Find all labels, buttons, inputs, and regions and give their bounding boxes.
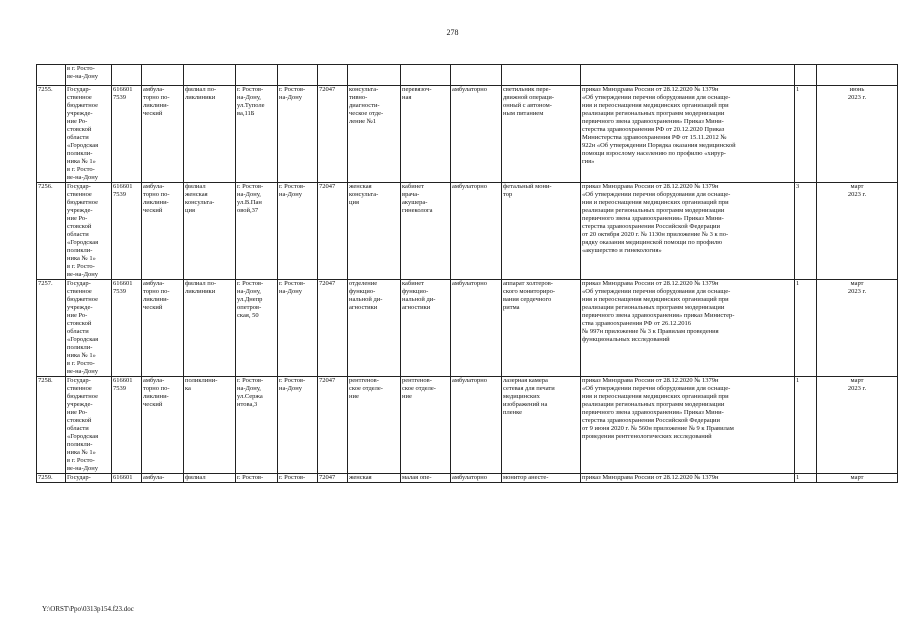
cell-address: г. Ростов- [236, 474, 278, 483]
cell-inn: 616601 7539 [112, 86, 142, 183]
cell-division: филиал по- ликлиники [184, 86, 236, 183]
cell-room: перевязоч- ная [401, 86, 451, 183]
cell-equipment: лазерная камера сетевая для печати медицинских изображений на пленке [502, 377, 581, 474]
cell-department: консульта- тивно- диагности- ческое отде- ление №1 [348, 86, 401, 183]
cell-inn: 616601 7539 [112, 183, 142, 280]
cell-address: г. Ростов- на-Дону, ул.В.Пан овой,37 [236, 183, 278, 280]
table-row [37, 377, 898, 474]
cell-room: малая опе- [401, 474, 451, 483]
cell-institution: Государ- ственное бюджетное учрежде- ние Ро- стовской области «Городская поликли- ника № 1» в г. Росто- ве-на-Дону [66, 280, 112, 377]
cell-room: кабинет функцио- нальной ди- агностики [401, 280, 451, 377]
cell-address: г. Ростов- на-Дону, ул.Днепр опетров- ская, 50 [236, 280, 278, 377]
cell-number: 7257. [37, 280, 66, 377]
cell-department: отделение функцио- нальной ди- агностики [348, 280, 401, 377]
cell-equipment: фетальный мони- тор [502, 183, 581, 280]
cell-code: 72047 [318, 183, 348, 280]
cell-institution: Государ- ственное бюджетное учрежде- ние Ро- стовской области «Городская поликли- ника № 1» в г. Росто- ве-на-Дону [66, 183, 112, 280]
cell-type: амбула- [142, 474, 184, 483]
table-row [37, 280, 898, 377]
cell-quantity: 1 [795, 280, 817, 377]
cell-inn: 616601 [112, 474, 142, 483]
table-row [37, 474, 898, 483]
cell-division: филиал по- ликлиники [184, 280, 236, 377]
cell-number: 7259. [37, 474, 66, 483]
cell-date: март 2023 г. [817, 280, 898, 377]
table-row [37, 86, 898, 183]
table-row [37, 65, 898, 86]
cell-code: 72047 [318, 86, 348, 183]
table-row [37, 183, 898, 280]
cell-city: г. Ростов- на-Дону [278, 280, 318, 377]
cell-condition: амбулаторно [451, 474, 502, 483]
cell-code: 72047 [318, 280, 348, 377]
cell-room: кабинет врача- акушера- гинеколога [401, 183, 451, 280]
cell-date: март 2023 г. [817, 183, 898, 280]
cell-quantity: 1 [795, 86, 817, 183]
cell-type: амбула- торно по- ликлини- ческий [142, 280, 184, 377]
cell-address: г. Ростов- на-Дону, ул.Туполе ва,11Б [236, 86, 278, 183]
cell-date: июнь 2023 г. [817, 86, 898, 183]
cell-number: 7258. [37, 377, 66, 474]
cell-condition: амбулаторно [451, 377, 502, 474]
cell-condition: амбулаторно [451, 280, 502, 377]
cell-division: филиал женская консульта- ция [184, 183, 236, 280]
cell-equipment: светильник пере- движной операци- онный с автоном- ным питанием [502, 86, 581, 183]
cell-basis: приказ Минздрава России от 28.12.2020 № 1379н «Об утверждении перечня оборудования для оснаще- ния и переоснащения медицинских организаций при реализации региональных программ модернизации первичного звена здравоохранения» Приказ Мини- стерства здравоохранения РФ от 20.12.2020 Приказ Министерства здравоохранения РФ от 15.11.2012 № 922н «Об утверждении Порядка оказания медицинской помощи взрослому населению по профилю «хирур- гия» [581, 86, 795, 183]
cell-institution: Государ- [66, 474, 112, 483]
cell-code: 72047 [318, 377, 348, 474]
document-table-area [36, 64, 867, 599]
cell-department: женская консульта- ция [348, 183, 401, 280]
page-number: 278 [446, 28, 459, 37]
cell-quantity: 1 [795, 474, 817, 483]
cell-institution: Государ- ственное бюджетное учрежде- ние Ро- стовской области «Городская поликли- ника № 1» в г. Росто- ве-на-Дону [66, 86, 112, 183]
cell-condition: амбулаторно [451, 183, 502, 280]
cell-basis: приказ Минздрава России от 28.12.2020 № 1379н «Об утверждении перечня оборудования для оснаще- ния и переоснащения медицинских организаций при реализации региональных программ модернизации первичного звена здравоохранения» Приказ Мини- стерства здравоохранения Российской Федерации от 9 июня 2020 г. № 560н приложение № 9 к Правилам проведения рентгенологических исследований [581, 377, 795, 474]
cell-basis: приказ Минздрава России от 28.12.2020 № 1379н «Об утверждении перечня оборудования для оснаще- ния и переоснащения медицинских организаций при реализации региональных программ модернизации первичного звена здравоохранения» приказ Министер- ства здравоохранения РФ от 26.12.2016 № 997н приложение № 3 к Правилам проведения функциональных исследований [581, 280, 795, 377]
cell-department: рентгенов- ское отделе- ние [348, 377, 401, 474]
cell-type: амбула- торно по- ликлини- ческий [142, 183, 184, 280]
cell-inn: 616601 7539 [112, 280, 142, 377]
cell-institution: Государ- ственное бюджетное учрежде- ние Ро- стовской области «Городская поликли- ника № 1» в г. Росто- ве-на-Дону [66, 377, 112, 474]
cell-number: 7255. [37, 86, 66, 183]
cell-number: 7256. [37, 183, 66, 280]
footer-file-path: Y:\ORST\Ppo\0313p154.f23.doc [42, 605, 134, 613]
cell-type: амбула- торно по- ликлини- ческий [142, 86, 184, 183]
cell-city: г. Ростов- на-Дону [278, 86, 318, 183]
cell-address: г. Ростов- на-Дону, ул.Сержа нтова,3 [236, 377, 278, 474]
cell-condition: амбулаторно [451, 86, 502, 183]
equipment-table [36, 64, 898, 483]
cell-code: 72047 [318, 474, 348, 483]
cell-basis: приказ Минздрава России от 28.12.2020 № 1379н «Об утверждении перечня оборудования для оснаще- ния и переоснащения медицинских организаций при реализации региональных программ модернизации первичного звена здравоохранения» Приказ Мини- стерства здравоохранения Российской Федерации от 20 октября 2020 г. № 1130н приложение № 3 к по- рядку оказания медицинской помощи по профилю «акушерство и гинекология» [581, 183, 795, 280]
cell-department: женская [348, 474, 401, 483]
cell-room: рентгенов- ское отделе- ние [401, 377, 451, 474]
cell-type: амбула- торно по- ликлини- ческий [142, 377, 184, 474]
cell-inn: 616601 7539 [112, 377, 142, 474]
cell-city: г. Ростов- [278, 474, 318, 483]
cell-equipment: аппарат холтеров- ского мониториро- вания сердечного ритма [502, 280, 581, 377]
cell-division: филиал [184, 474, 236, 483]
cell-basis: приказ Минздрава России от 28.12.2020 № 1379н [581, 474, 795, 483]
cell-quantity: 1 [795, 377, 817, 474]
cell-equipment: монитор анесте- [502, 474, 581, 483]
cell-date: март [817, 474, 898, 483]
cell-city: г. Ростов- на-Дону [278, 183, 318, 280]
cell-city: г. Ростов- на-Дону [278, 377, 318, 474]
cell-date: март 2023 г. [817, 377, 898, 474]
cell-division: поликлини- ка [184, 377, 236, 474]
cell-quantity: 3 [795, 183, 817, 280]
cell-institution: в г. Росто- ве-на-Дону [66, 65, 112, 86]
